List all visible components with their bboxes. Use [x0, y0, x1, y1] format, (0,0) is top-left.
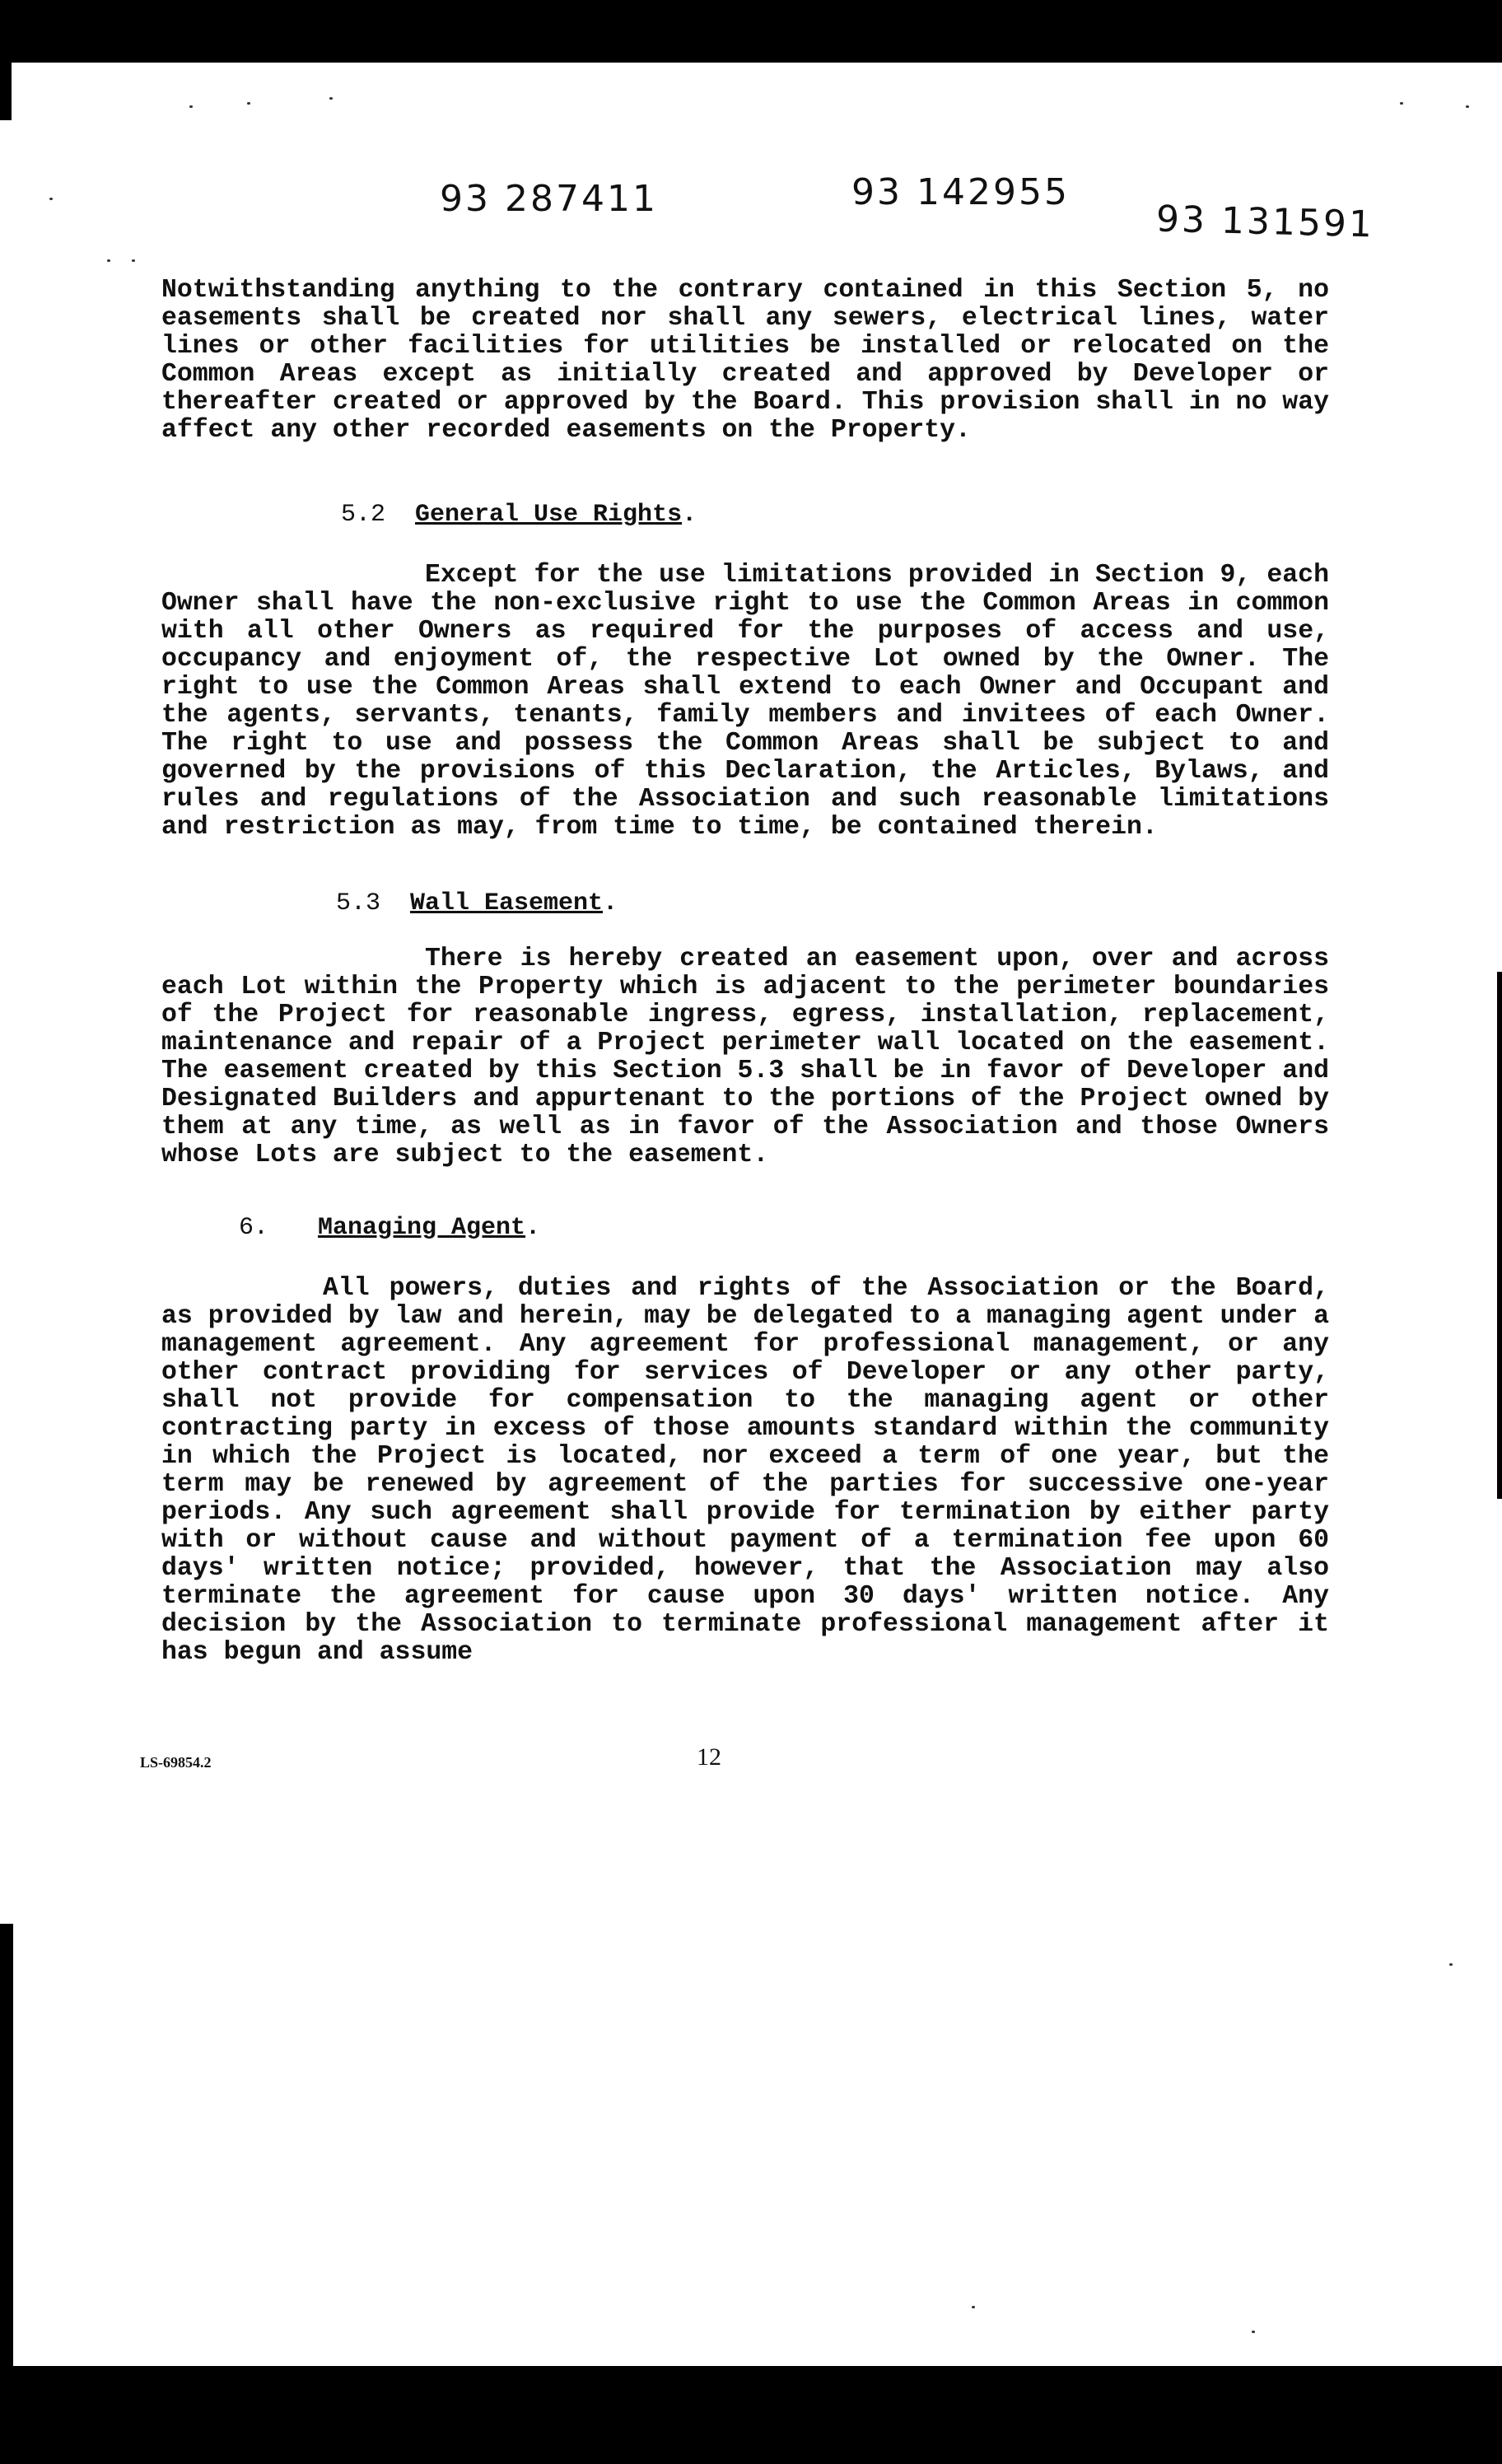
heading-5-2: [341, 501, 697, 529]
scan-border-left-bottom: [0, 1924, 13, 2366]
scan-speck: [49, 198, 53, 200]
heading-title: General Use Rights: [415, 501, 683, 529]
scan-border-left-top: [0, 63, 12, 120]
paragraph-wall-easement: There is hereby created an easement upon, over and across each Lot within the Property which is adjacent to the perimeter boundaries of the Project for reasonable ingress, egress, installation, replacement, maintenance and repair of a Project perimeter wall located on the easement. The easement created by this Section 5.3 shall be in favor of Developer and Designated Builders and appurtenant to the portions of the Project owned by them at any time, as well as in favor of the Association and those Owners whose Lots are subject to the easement.: [161, 945, 1329, 1169]
scan-border-bottom: [0, 2366, 1502, 2464]
scan-speck: [1400, 102, 1403, 105]
scan-speck: [329, 97, 333, 100]
recording-number-2: 93 142955: [851, 171, 1070, 213]
heading-punct: .: [682, 501, 697, 529]
scan-speck: [1449, 1963, 1453, 1966]
heading-title: Wall Easement: [410, 889, 604, 917]
heading-6: [239, 1214, 540, 1242]
heading-number: 5.2: [341, 501, 386, 529]
heading-number: 6.: [239, 1214, 269, 1242]
scan-speck: [189, 105, 193, 108]
scan-border-right: [1497, 972, 1502, 1499]
heading-number: 5.3: [336, 889, 381, 917]
scan-speck: [132, 259, 135, 262]
paragraph-section-5-easements: Notwithstanding anything to the contrary contained in this Section 5, no easements shall be created nor shall any sewers, electrical lines, water lines or other facilities for utilities be installed or relocated on the Common Areas except as initially created and approved by Developer or thereafter created or approved by the Board. This provision shall in no way affect any other recorded easements on the Property.: [161, 276, 1329, 445]
scan-border-top: [0, 0, 1502, 63]
scan-speck: [1252, 2331, 1255, 2333]
paragraph-managing-agent: All powers, duties and rights of the Association or the Board, as provided by law and herein, may be delegated to a managing agent under a management agreement. Any agreement for professional management, or any other contract providing for services of Developer or any other party, shall not provide for compensation to the managing agent or other contracting party in excess of those amounts standard within the community in which the Project is located, nor exceed a term of one year, but the term may be renewed by agreement of the parties for successive one-year periods. Any such agreement shall provide for termination by either party with or without cause and without payment of a termination fee upon 60 days' written notice; provided, however, that the Association may also terminate the agreement for cause upon 30 days' written notice. Any decision by the Association to terminate professional management after it has begun and assume: [161, 1274, 1329, 1667]
scan-speck: [972, 2306, 975, 2308]
heading-5-3: [336, 889, 618, 917]
heading-title: Managing Agent: [318, 1214, 526, 1242]
scan-speck: [107, 259, 110, 262]
document-code: LS-69854.2: [140, 1754, 212, 1771]
recording-number-1: 93 287411: [440, 178, 658, 220]
scan-speck: [1466, 105, 1469, 108]
heading-punct: .: [603, 889, 618, 917]
paragraph-general-use-rights: Except for the use limitations provided in Section 9, each Owner shall have the non-exclusive right to use the Common Areas in common with all other Owners as required for the purposes of access and use, occupancy and enjoyment of, the respective Lot owned by the Owner. The right to use the Common Areas shall extend to each Owner and Occupant and the agents, servants, tenants, family members and invitees of each Owner. The right to use and possess the Common Areas shall be subject to and governed by the provisions of this Declaration, the Articles, Bylaws, and rules and regulations of the Association and such reasonable limitations and restriction as may, from time to time, be contained therein.: [161, 561, 1329, 842]
recording-number-3: 93 131591: [1155, 198, 1375, 246]
scan-speck: [247, 102, 250, 105]
page-number: 12: [697, 1743, 721, 1771]
heading-punct: .: [525, 1214, 541, 1242]
